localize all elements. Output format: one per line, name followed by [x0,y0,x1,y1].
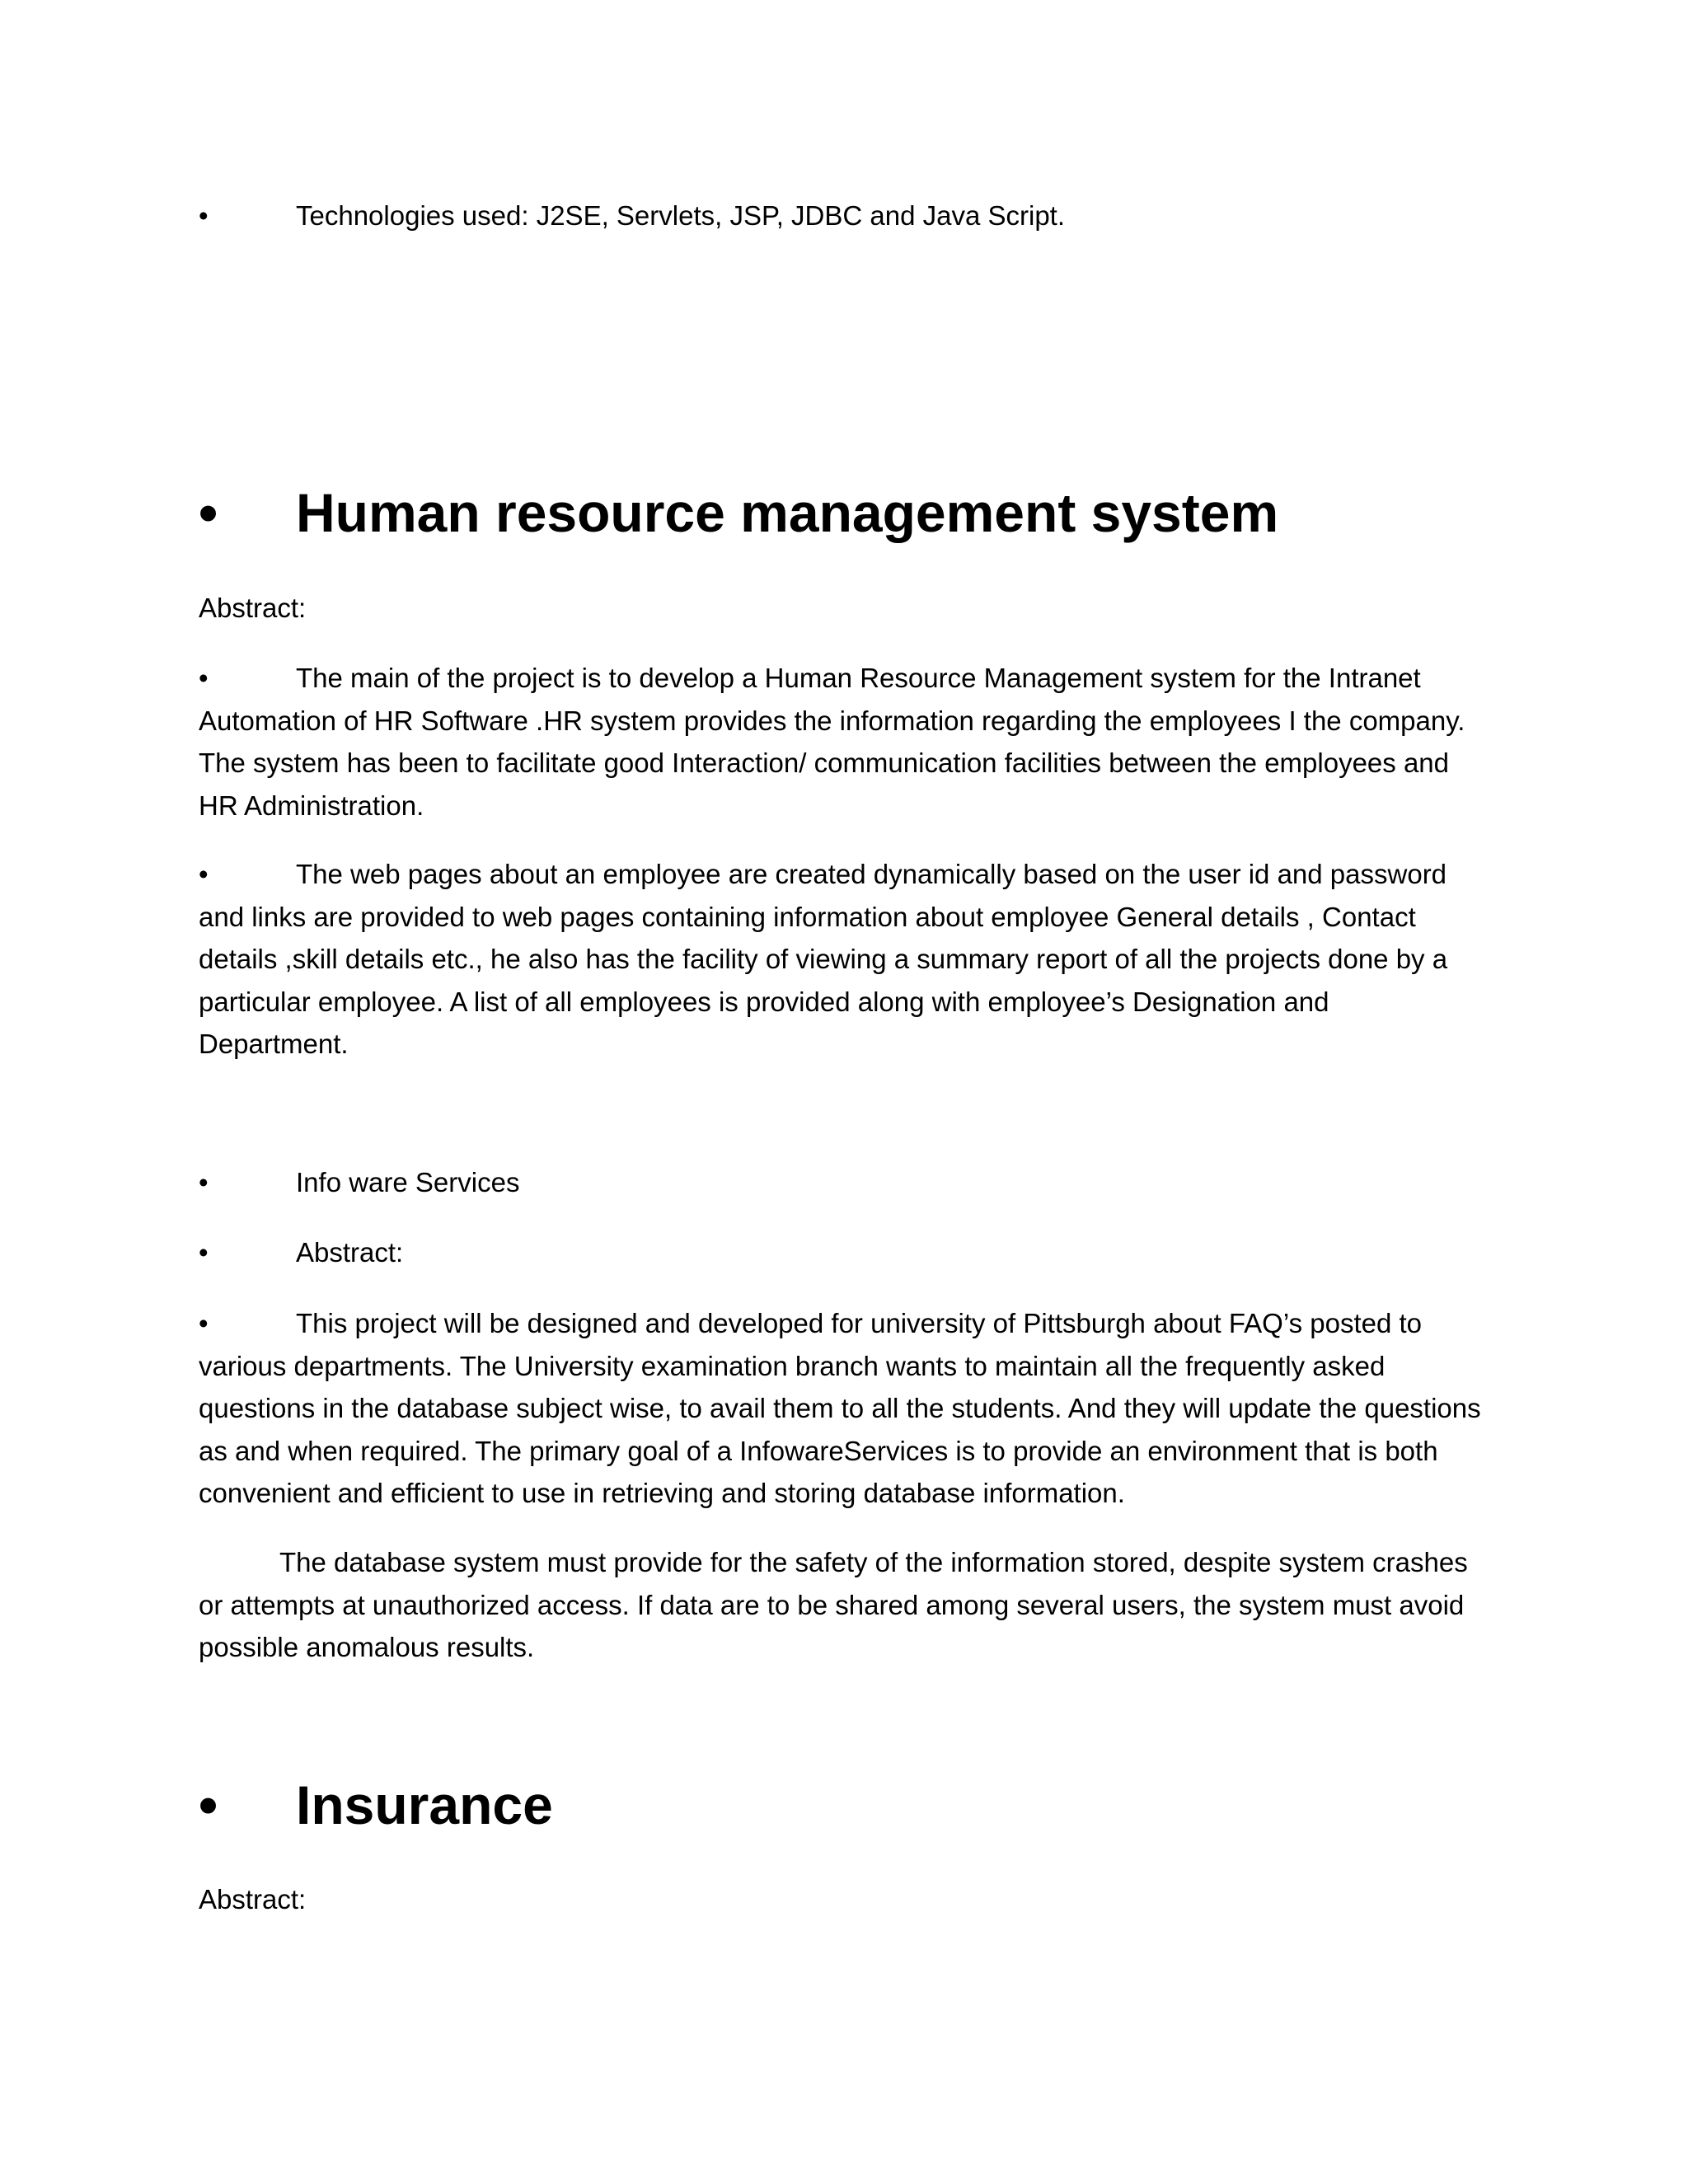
infoware-paragraph-2-text: The database system must provide for the safety of the information stored, despite system crashes or attempts at unauthorized access. If data are to be shared among several users, the system must avoid possible anomalous results. [199,1547,1468,1662]
infoware-abstract-label: Abstract: [296,1237,404,1268]
bullet-icon: • [199,1237,209,1268]
hrms-paragraph-1 [199,657,1484,827]
bullet-icon: • [199,1167,209,1197]
infoware-title: Info ware Services [296,1167,520,1197]
technologies-item [199,194,1484,237]
hrms-paragraph-2-text: The web pages about an employee are created dynamically based on the user id and password and links are provided to web pages containing information about employee General details , Contact details ,skill details etc., he also has the facility of viewing a summary report of all the projects done by a particular employee. A list of all employees is provided along with employee’s Designation and Department. [199,859,1448,1059]
bullet-icon: • [199,482,218,543]
infoware-title-item [199,1161,1484,1204]
infoware-paragraph-1-text: This project will be designed and developed for university of Pittsburgh about FAQ’s posted to various departments. The University examination branch wants to maintain all the frequently asked questions in the database subject wise, to avail them to all the students. And they will update the questions as and when required. The primary goal of a InfowareServices is to provide an environment that is both convenient and efficient to use in retrieving and storing database information. [199,1308,1481,1508]
hrms-heading-text: Human resource management system [296,482,1279,543]
hrms-paragraph-1-text: The main of the project is to develop a Human Resource Management system for the Intranet Automation of HR Software .HR system provides the information regarding the employees I the company. The system has been to facilitate good Interaction/ communication facilities between the employees and HR Administration. [199,663,1465,821]
insurance-heading-text: Insurance [296,1774,553,1835]
bullet-icon: • [199,1774,218,1835]
bullet-icon: • [199,859,209,889]
infoware-paragraph-1 [199,1302,1484,1515]
hrms-paragraph-2 [199,853,1484,1066]
bullet-icon: • [199,200,209,231]
bullet-icon: • [199,663,209,693]
hrms-abstract-label: Abstract: [199,593,307,623]
infoware-paragraph-2 [199,1541,1484,1669]
infoware-abstract-item [199,1231,1484,1274]
technologies-text: Technologies used: J2SE, Servlets, JSP, JDBC and Java Script. [296,200,1066,231]
hrms-heading [199,480,1484,546]
bullet-icon: • [199,1308,209,1338]
insurance-abstract-label: Abstract: [199,1884,307,1915]
insurance-heading [199,1772,1484,1838]
